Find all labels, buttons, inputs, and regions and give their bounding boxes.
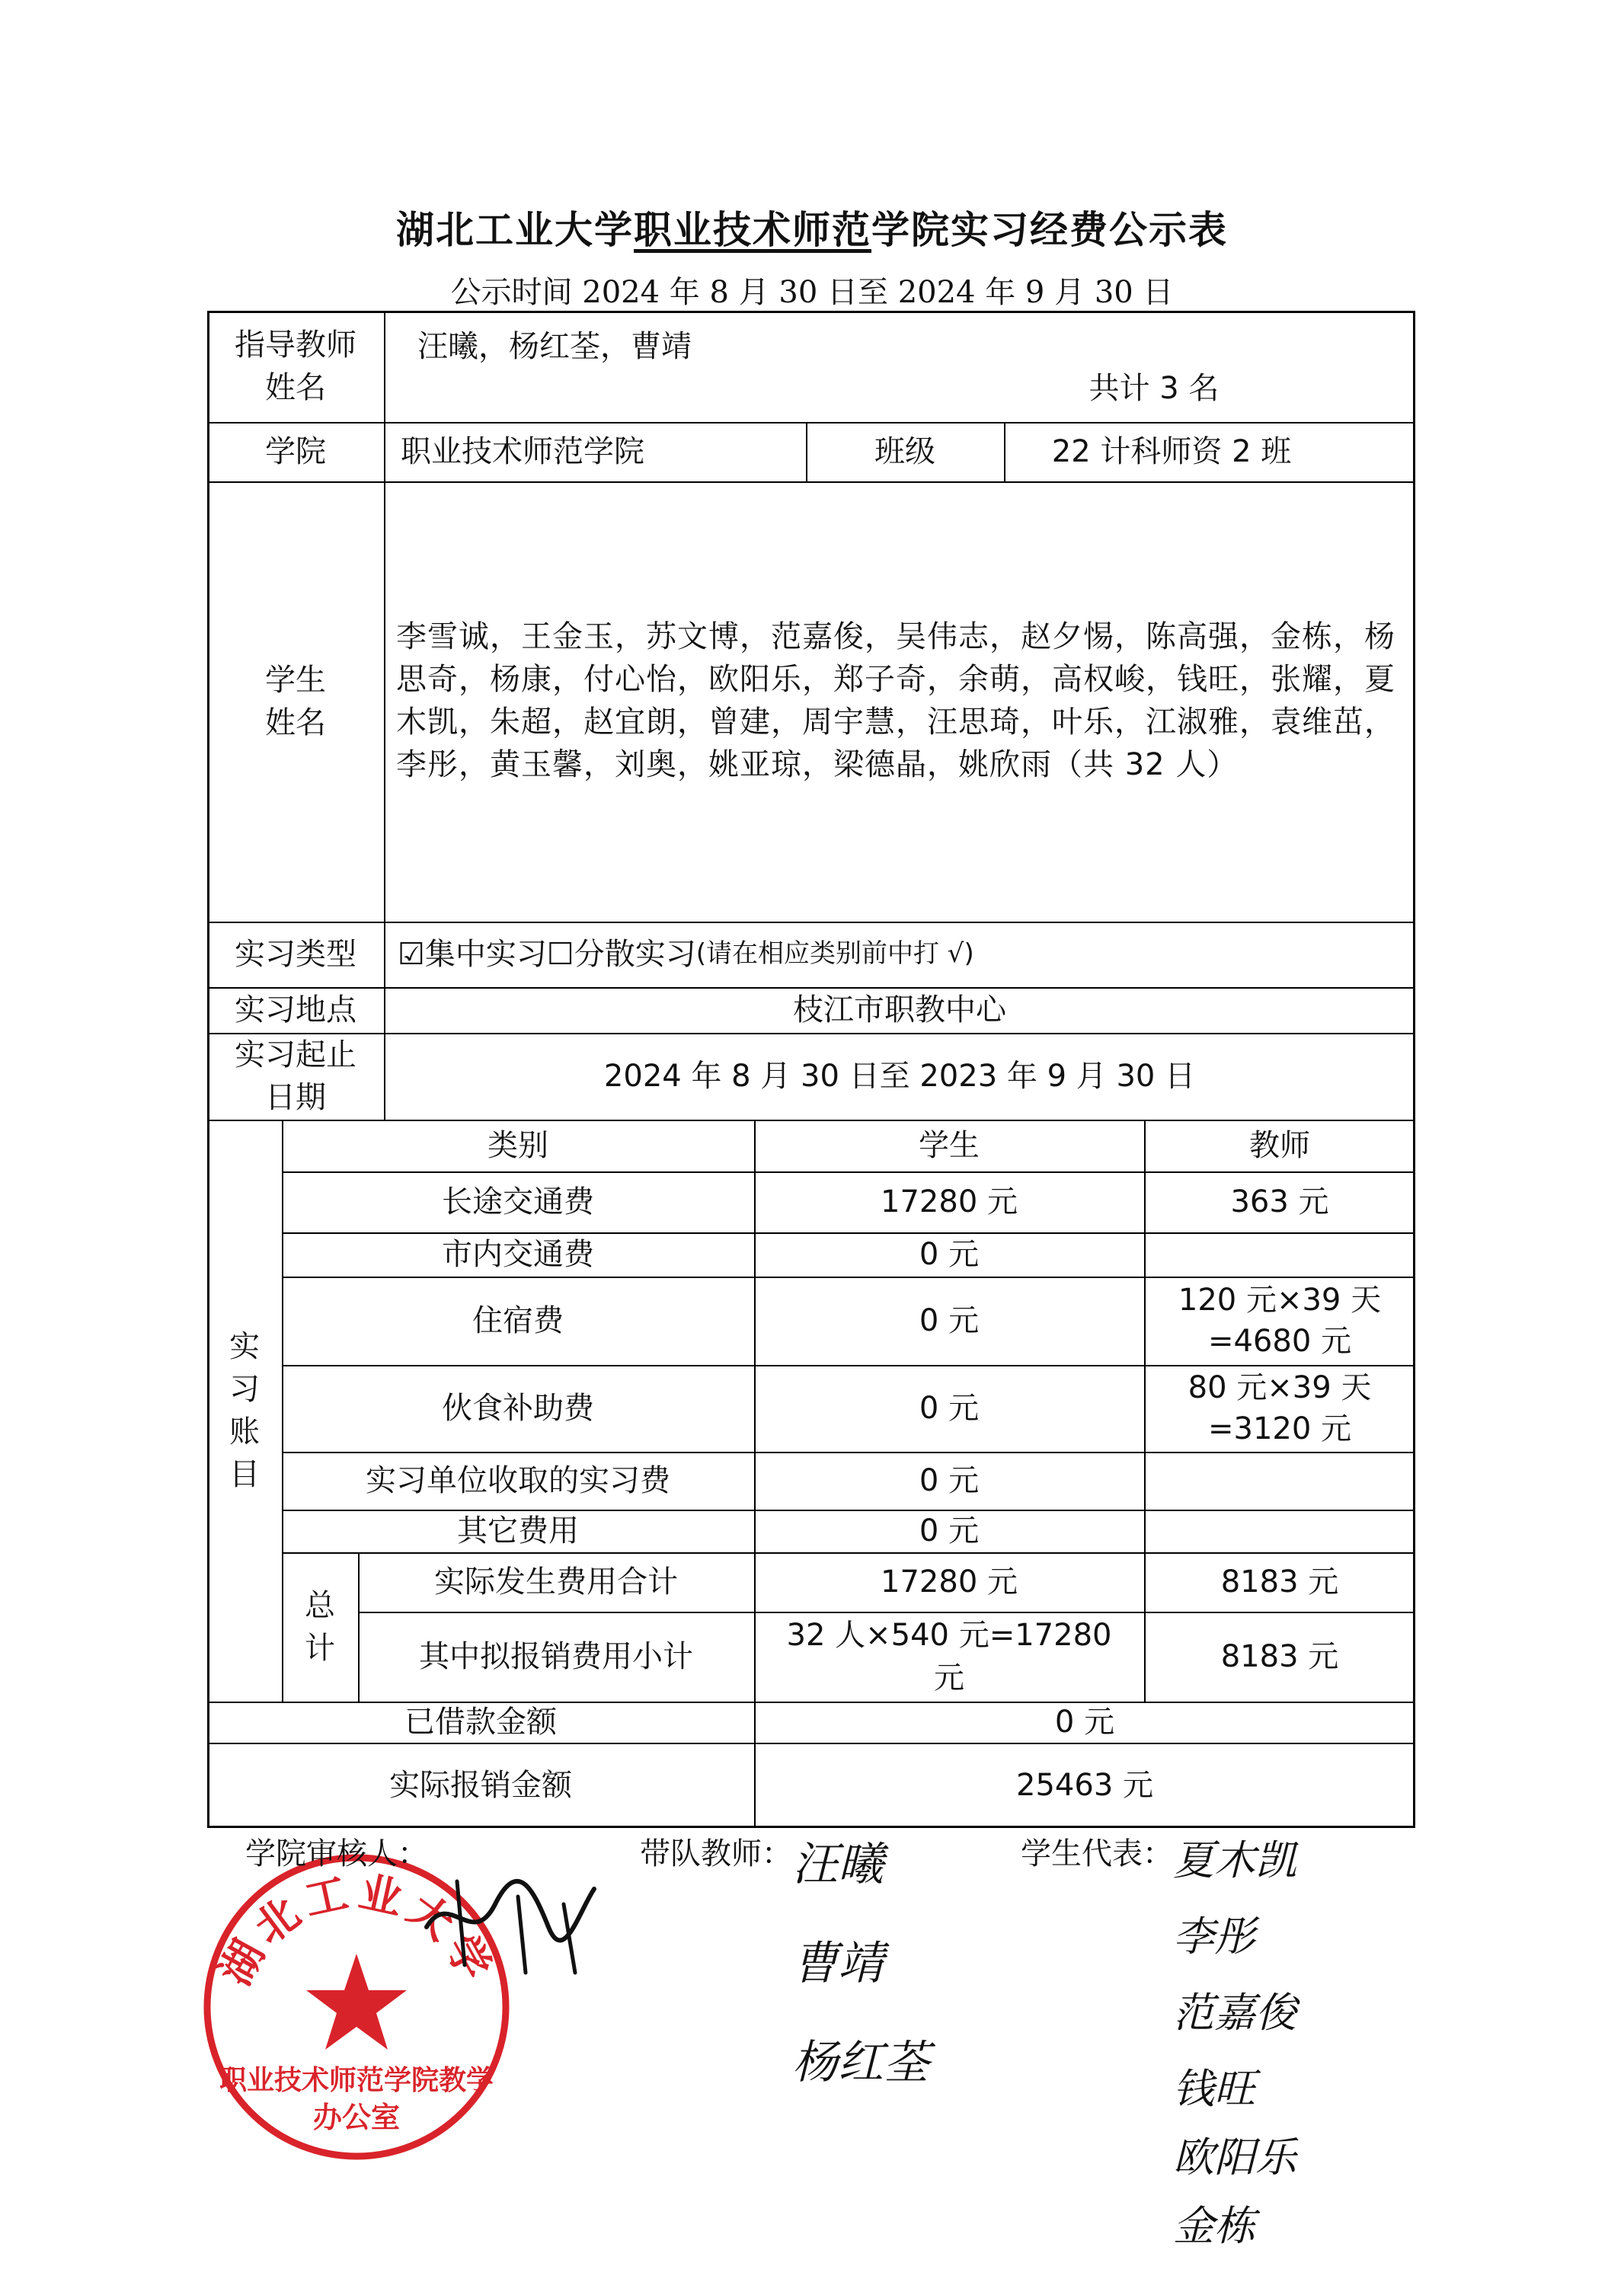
account-row-teacher: 80 元×39 天 =3120 元 (1188, 1370, 1372, 1446)
reimbursed-label: 实际报销金额 (389, 1768, 572, 1803)
college-value: 职业技术师范学院 (401, 434, 644, 469)
class-label: 班级 (874, 434, 935, 469)
total-row-teacher: 8183 元 (1220, 1564, 1339, 1600)
student-rep-label: 学生代表： (1021, 1836, 1173, 1871)
internship-type-label: 实习类型 (235, 937, 356, 972)
account-row-student: 0 元 (919, 1513, 980, 1548)
account-row-category: 长途交通费 (442, 1184, 594, 1219)
accounts-side-label: 实 习 账 目 (229, 1329, 260, 1492)
seal-ring-text: 湖北工业大学 (210, 1867, 503, 1994)
borrowed-label: 已借款金额 (404, 1705, 557, 1740)
publish-time: 公示时间 2024 年 8 月 30 日至 2024 年 9 月 30 日 (450, 275, 1174, 310)
college-label: 学院 (265, 434, 326, 469)
account-row-student: 17280 元 (881, 1184, 1018, 1219)
internship-type-options: ☑集中实习☐分散实习 (398, 937, 696, 972)
document-title: 湖北工业大学职业技术师范学院实习经费公示表 (396, 208, 1228, 252)
student-rep-signature-2: 李彤 (1173, 1913, 1255, 1961)
header-student: 学生 (919, 1128, 980, 1163)
account-row-student: 0 元 (919, 1463, 980, 1498)
teacher-total: 共计 3 名 (1089, 371, 1220, 406)
student-rep-signature-3: 范嘉俊 (1173, 1989, 1296, 2037)
total-row-student: 32 人×540 元=17280 元 (786, 1618, 1112, 1695)
teacher-names: 汪曦，杨红荃，曹靖 (417, 329, 692, 364)
account-row-category: 伙食补助费 (442, 1391, 594, 1426)
star-icon (306, 1954, 407, 2050)
account-row-student: 0 元 (919, 1237, 980, 1272)
total-row-teacher: 8183 元 (1220, 1639, 1339, 1674)
location-value: 枝江市职教中心 (793, 992, 1006, 1027)
account-row-teacher: 120 元×39 天 =4680 元 (1178, 1283, 1382, 1359)
leader-signature-1: 汪曦 (792, 1838, 884, 1891)
account-row-teacher (1144, 1452, 1415, 1510)
period-value: 2024 年 8 月 30 日至 2023 年 9 月 30 日 (603, 1059, 1196, 1094)
student-rep-signature-4: 钱旺 (1173, 2065, 1255, 2113)
location-label: 实习地点 (235, 992, 356, 1027)
totals-label: 总 计 (305, 1588, 335, 1666)
title-underlined: 职业技术师范 (634, 208, 871, 252)
leader-signature-3: 杨红荃 (792, 2036, 929, 2089)
student-rep-signature-6: 金栋 (1173, 2202, 1255, 2250)
college-reviewer-label: 学院审核人： (245, 1836, 428, 1871)
period-label: 实习起止 日期 (235, 1037, 356, 1115)
internship-type-value (398, 922, 1388, 987)
reimbursed-value: 25463 元 (1016, 1768, 1153, 1803)
seal-line2: 办公室 (312, 2101, 401, 2134)
account-row-teacher (1144, 1232, 1415, 1277)
account-row-category: 实习单位收取的实习费 (366, 1463, 670, 1498)
student-names: 李雪诚，王金玉，苏文博，范嘉俊，吴伟志，赵夕惕，陈高强，金栋，杨思奇，杨康，付心怡，欧阳乐，郑子奇，余萌，高权峻，钱旺，张耀，夏木凯，朱超，赵宜朗，曾建，周宇慧，汪思琦，叶乐，江淑雅，袁维茁，李彤，黄玉馨，刘奥，姚亚琼，梁德晶，姚欣雨（共 32 人） (396, 619, 1395, 782)
internship-type-note: (请在相应类别前中打 √) (695, 938, 974, 970)
leader-teacher-label: 带队教师： (640, 1836, 792, 1871)
account-row-category: 住宿费 (472, 1303, 564, 1338)
leader-signature-2: 曹靖 (792, 1937, 884, 1990)
account-row-category: 其它费用 (457, 1513, 579, 1548)
total-row-student: 17280 元 (881, 1564, 1018, 1600)
seal-line1: 职业技术师范学院教学 (219, 2065, 494, 2096)
account-row-student: 0 元 (919, 1391, 980, 1426)
account-row-student: 0 元 (919, 1303, 980, 1338)
total-row-category: 实际发生费用合计 (434, 1564, 678, 1600)
reviewer-signature (411, 1858, 609, 1988)
total-row-category: 其中拟报销费用小计 (419, 1639, 693, 1674)
student-rep-signature-1: 夏木凯 (1173, 1836, 1296, 1884)
header-teacher: 教师 (1249, 1128, 1310, 1163)
teacher-name-label: 指导教师 姓名 (235, 328, 356, 405)
student-rep-signature-5: 欧阳乐 (1173, 2133, 1296, 2181)
account-row-teacher (1144, 1510, 1415, 1552)
class-value: 22 计科师资 2 班 (1051, 434, 1292, 469)
student-name-label: 学生 姓名 (265, 663, 326, 740)
borrowed-value: 0 元 (1054, 1705, 1115, 1740)
account-row-teacher: 363 元 (1230, 1184, 1329, 1219)
account-row-category: 市内交通费 (442, 1237, 594, 1272)
header-category: 类别 (488, 1128, 548, 1163)
